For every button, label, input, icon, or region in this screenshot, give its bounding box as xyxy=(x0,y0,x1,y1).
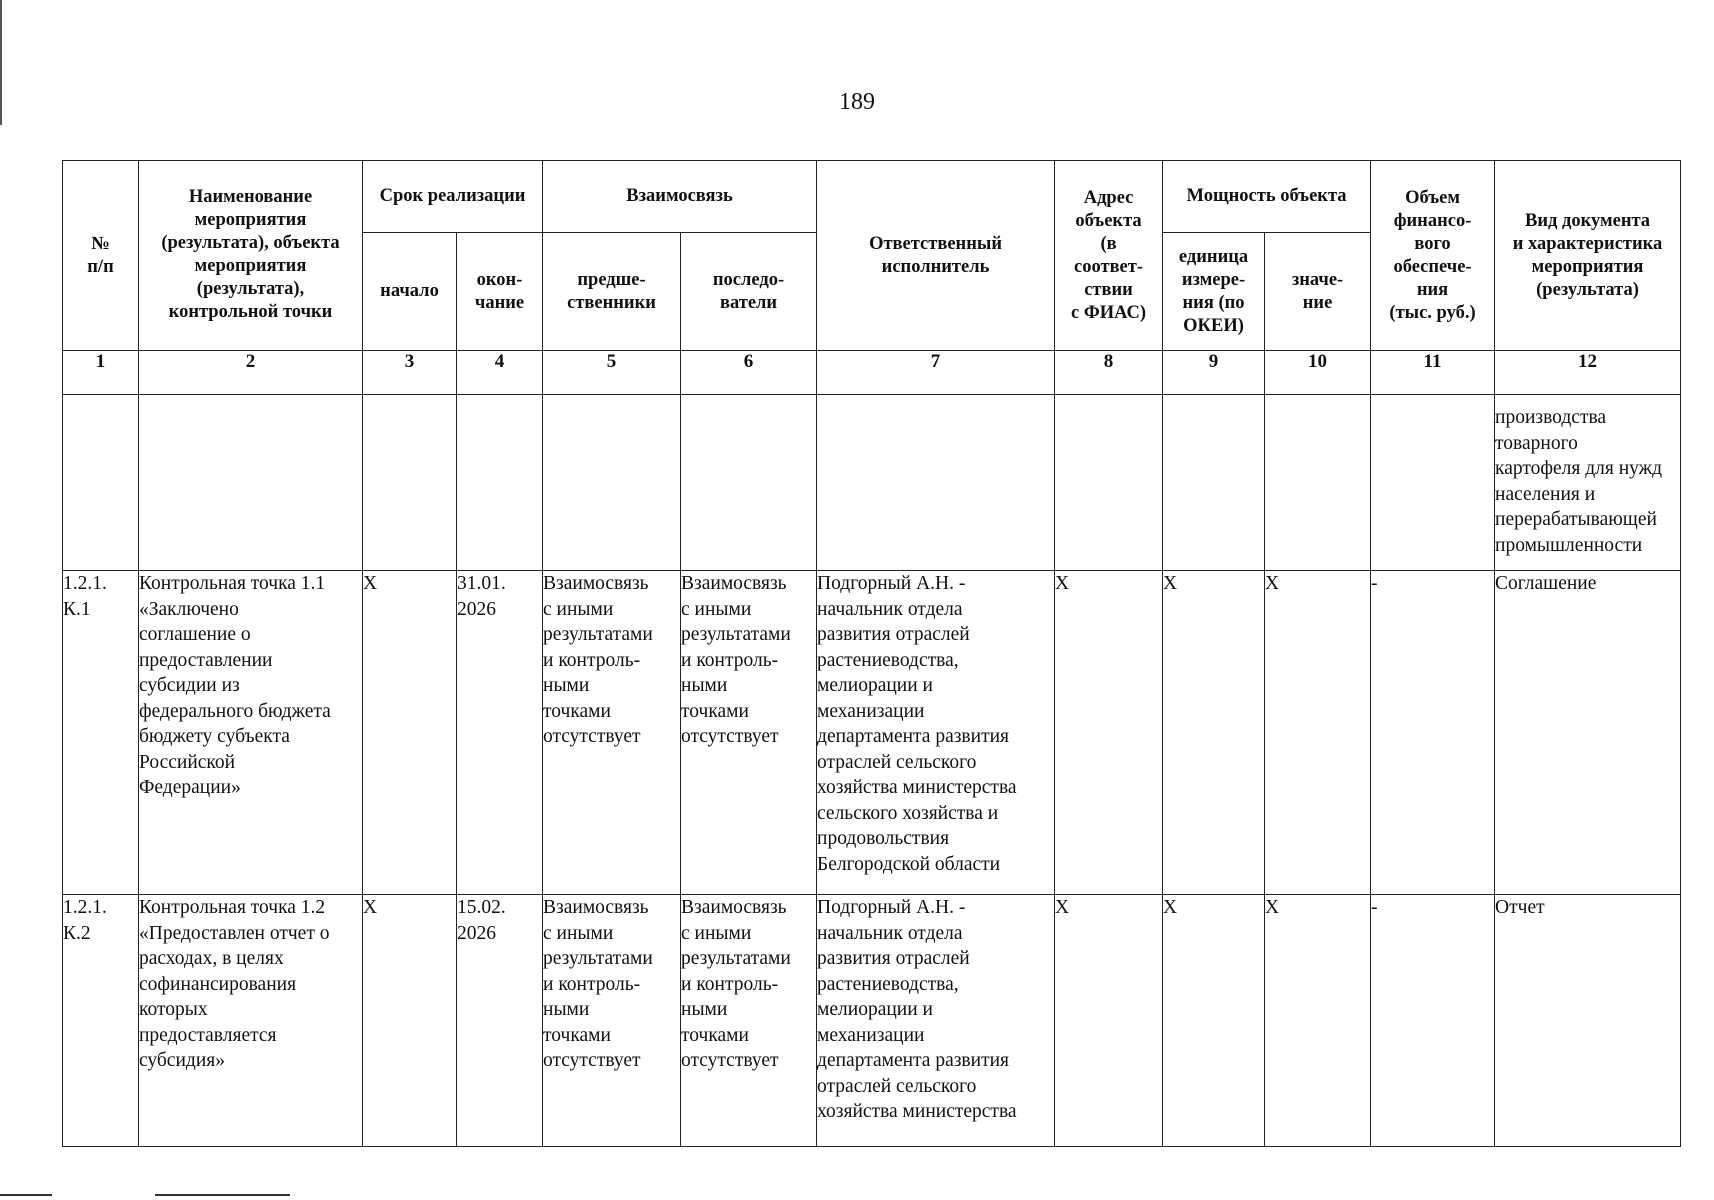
header-responsible: Ответственный исполнитель xyxy=(817,161,1055,351)
column-number: 6 xyxy=(681,351,817,395)
cell-finance: - xyxy=(1371,571,1495,895)
cell-responsible xyxy=(817,395,1055,571)
header-address: Адрес объекта (в соответ- ствии с ФИАС) xyxy=(1055,161,1163,351)
cell-name: Контрольная точка 1.1 «Заключено соглашение о предоставлении субсидии из федерального бюджета бюджету субъекта Российской Федерации» xyxy=(139,571,363,895)
header-value: значе- ние xyxy=(1265,233,1371,351)
header-srok: Срок реализации xyxy=(363,161,543,233)
cell-finance xyxy=(1371,395,1495,571)
cell-start xyxy=(363,395,457,571)
cell-end: 15.02. 2026 xyxy=(457,895,543,1147)
cell-document: Отчет xyxy=(1495,895,1681,1147)
header-document: Вид документа и характеристика мероприятия (результата) xyxy=(1495,161,1681,351)
column-number: 2 xyxy=(139,351,363,395)
cell-end: 31.01. 2026 xyxy=(457,571,543,895)
column-number-row xyxy=(63,351,1681,395)
cell-unit: Х xyxy=(1163,895,1265,1147)
footer-rule xyxy=(0,1194,52,1196)
header-capacity: Мощность объекта xyxy=(1163,161,1371,233)
header-start: начало xyxy=(363,233,457,351)
cell-num: 1.2.1. К.1 xyxy=(63,571,139,895)
plan-table xyxy=(62,160,1681,1147)
column-number: 9 xyxy=(1163,351,1265,395)
column-number: 3 xyxy=(363,351,457,395)
cell-predecessors: Взаимосвязь с иными результатами и контроль- ными точками отсутствует xyxy=(543,571,681,895)
header-num: № п/п xyxy=(63,161,139,351)
column-number: 12 xyxy=(1495,351,1681,395)
cell-value: Х xyxy=(1265,895,1371,1147)
table-row xyxy=(63,895,1681,1147)
cell-name xyxy=(139,395,363,571)
header-unit: единица измере- ния (по ОКЕИ) xyxy=(1163,233,1265,351)
cell-successors xyxy=(681,395,817,571)
cell-num xyxy=(63,395,139,571)
header-row-1 xyxy=(63,161,1681,233)
header-vzaimosvyaz: Взаимосвязь xyxy=(543,161,817,233)
cell-predecessors xyxy=(543,395,681,571)
cell-finance: - xyxy=(1371,895,1495,1147)
cell-address xyxy=(1055,395,1163,571)
column-number: 11 xyxy=(1371,351,1495,395)
cell-predecessors: Взаимосвязь с иными результатами и контроль- ными точками отсутствует xyxy=(543,895,681,1147)
cell-responsible: Подгорный А.Н. - начальник отдела развития отраслей растениеводства, мелиорации и механизации департамента развития отраслей сельского хозяйства министерства сельского хозяйства и продовольствия Белгородской области xyxy=(817,571,1055,895)
cell-value: Х xyxy=(1265,571,1371,895)
header-finance: Объем финансо- вого обеспече- ния (тыс. руб.) xyxy=(1371,161,1495,351)
cell-unit xyxy=(1163,395,1265,571)
header-successors: последо- ватели xyxy=(681,233,817,351)
column-number: 1 xyxy=(63,351,139,395)
column-number: 10 xyxy=(1265,351,1371,395)
column-number: 8 xyxy=(1055,351,1163,395)
header-name: Наименование мероприятия (результата), объекта мероприятия (результата), контрольной точки xyxy=(139,161,363,351)
header-end: окон- чание xyxy=(457,233,543,351)
cell-start: Х xyxy=(363,895,457,1147)
cell-successors: Взаимосвязь с иными результатами и контроль- ными точками отсутствует xyxy=(681,895,817,1147)
cell-document: Соглашение xyxy=(1495,571,1681,895)
column-number: 7 xyxy=(817,351,1055,395)
cell-name: Контрольная точка 1.2 «Предоставлен отчет о расходах, в целях софинансирования которых предоставляется субсидия» xyxy=(139,895,363,1147)
table-row xyxy=(63,395,1681,571)
cell-end xyxy=(457,395,543,571)
column-number: 5 xyxy=(543,351,681,395)
cell-value xyxy=(1265,395,1371,571)
cell-num: 1.2.1. К.2 xyxy=(63,895,139,1147)
page-number: 189 xyxy=(839,89,875,115)
cell-responsible: Подгорный А.Н. - начальник отдела развития отраслей растениеводства, мелиорации и механизации департамента развития отраслей сельского хозяйства министерства xyxy=(817,895,1055,1147)
cell-document: производства товарного картофеля для нужд населения и перерабатывающей промышленности xyxy=(1495,395,1681,571)
cell-start: Х xyxy=(363,571,457,895)
header-predecessors: предше- ственники xyxy=(543,233,681,351)
footer-rule xyxy=(155,1194,290,1196)
table-row xyxy=(63,571,1681,895)
cell-unit: Х xyxy=(1163,571,1265,895)
cell-successors: Взаимосвязь с иными результатами и контроль- ными точками отсутствует xyxy=(681,571,817,895)
column-number: 4 xyxy=(457,351,543,395)
cell-address: Х xyxy=(1055,571,1163,895)
cell-address: Х xyxy=(1055,895,1163,1147)
